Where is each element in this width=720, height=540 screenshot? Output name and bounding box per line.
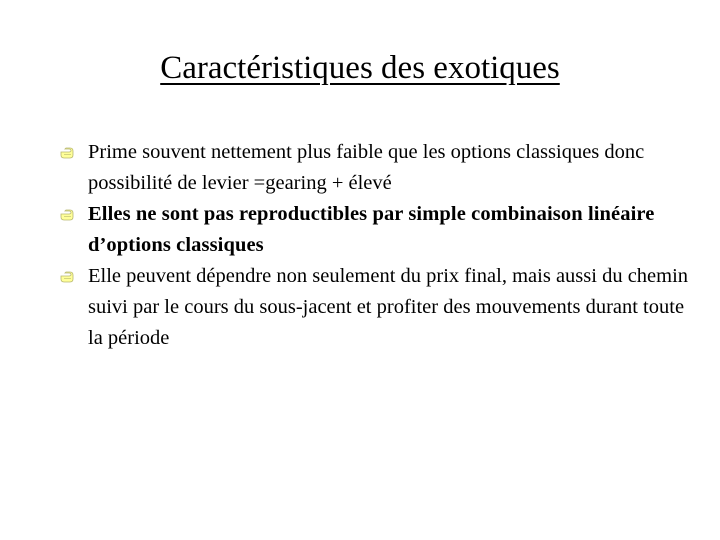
bullet-text: Elles ne sont pas reproductibles par simple combinaison linéaire d’options classiques	[88, 203, 655, 256]
pointing-hand-icon	[60, 147, 74, 159]
bullet-list	[60, 137, 700, 354]
slide-title: Caractéristiques des exotiques	[160, 50, 560, 86]
bullet-item	[60, 199, 700, 261]
pointing-hand-icon	[60, 271, 74, 283]
bullet-item	[60, 261, 700, 354]
bullet-text: Prime souvent nettement plus faible que les options classiques donc possibilité de levier =gearing + élevé	[88, 141, 645, 194]
bullet-text: Elle peuvent dépendre non seulement du prix final, mais aussi du chemin suivi par le cours du sous-jacent et profiter des mouvements durant toute la période	[88, 265, 689, 349]
pointing-hand-icon	[60, 209, 74, 221]
bullet-item	[60, 137, 700, 199]
